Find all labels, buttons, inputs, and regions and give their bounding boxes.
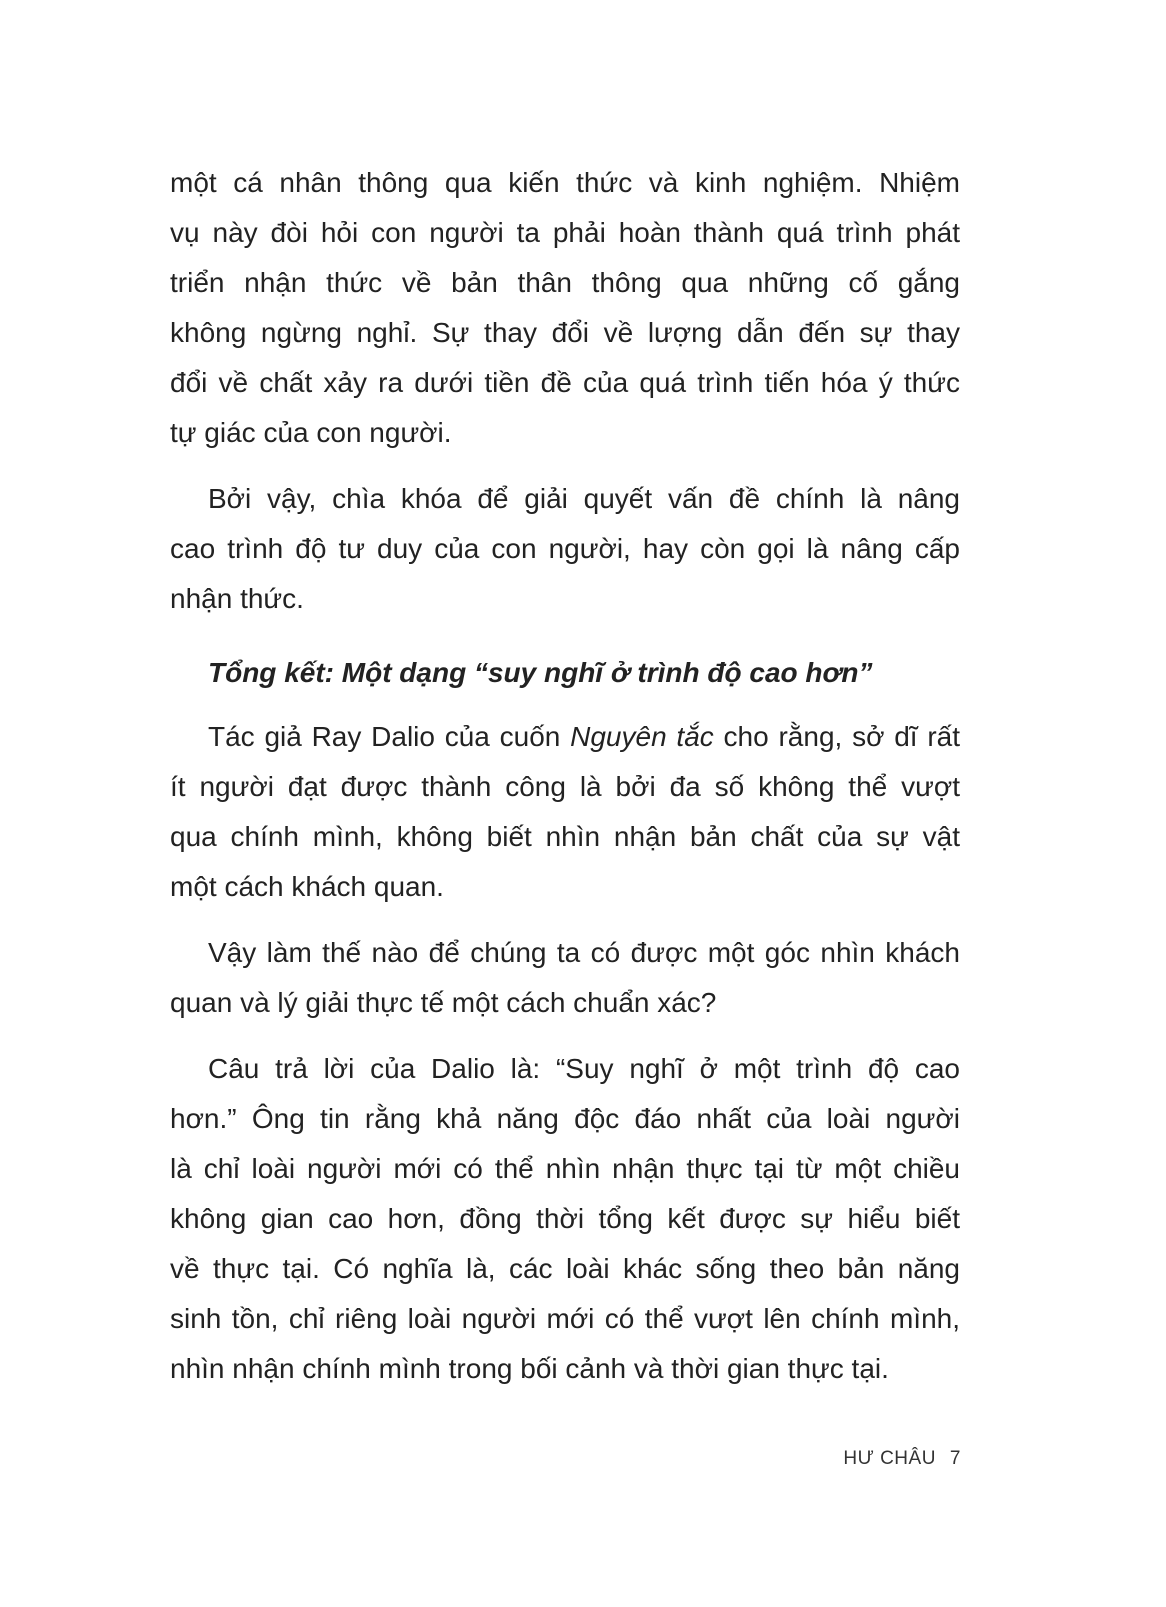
text-line: một cá nhân thông qua kiến thức và kinh nghiệm. Nhiệm xyxy=(170,167,960,198)
page-body xyxy=(170,158,960,1410)
book-title: Nguyên tắc xyxy=(570,721,714,752)
text-line: triển nhận thức về bản thân thông qua những cố gắng xyxy=(170,267,960,298)
text-line: cao trình độ tư duy của con người, hay còn gọi là nâng cấp xyxy=(170,533,960,564)
running-author: HƯ CHÂU xyxy=(843,1448,936,1469)
text-line: không gian cao hơn, đồng thời tổng kết được sự hiểu biết xyxy=(170,1203,960,1234)
text-line: đổi về chất xảy ra dưới tiền đề của quá trình tiến hóa ý thức xyxy=(170,367,960,398)
page-footer xyxy=(843,1448,961,1470)
text-segment: cho rằng, sở dĩ rất xyxy=(713,721,960,752)
text-line xyxy=(170,712,960,762)
text-line: ít người đạt được thành công là bởi đa số không thể vượt xyxy=(170,771,960,802)
text-line: vụ này đòi hỏi con người ta phải hoàn thành quá trình phát xyxy=(170,217,960,248)
text-line: hơn.” Ông tin rằng khả năng độc đáo nhất của loài người xyxy=(170,1103,960,1134)
text-line: Bởi vậy, chìa khóa để giải quyết vấn đề chính là nâng xyxy=(208,483,960,514)
paragraph-dalio xyxy=(170,712,960,912)
text-line: nhìn nhận chính mình trong bối cảnh và thời gian thực tại. xyxy=(170,1353,889,1384)
text-line: sinh tồn, chỉ riêng loài người mới có thể vượt lên chính mình, xyxy=(170,1303,960,1334)
page-number: 7 xyxy=(949,1448,961,1469)
text-line: Vậy làm thế nào để chúng ta có được một góc nhìn khách xyxy=(208,937,960,968)
text-line: nhận thức. xyxy=(170,583,304,614)
paragraph xyxy=(170,928,960,1028)
text-line: là chỉ loài người mới có thể nhìn nhận thực tại từ một chiều xyxy=(170,1153,960,1184)
text-segment: Tác giả Ray Dalio của cuốn xyxy=(208,721,571,752)
paragraph xyxy=(170,1044,960,1394)
text-line: một cách khách quan. xyxy=(170,871,444,902)
text-line: về thực tại. Có nghĩa là, các loài khác sống theo bản năng xyxy=(170,1253,960,1284)
text-line: Câu trả lời của Dalio là: “Suy nghĩ ở một trình độ cao xyxy=(208,1053,960,1084)
text-line: không ngừng nghỉ. Sự thay đổi về lượng dẫn đến sự thay xyxy=(170,317,960,348)
text-line: qua chính mình, không biết nhìn nhận bản chất của sự vật xyxy=(170,821,960,852)
section-heading: Tổng kết: Một dạng “suy nghĩ ở trình độ cao hơn” xyxy=(208,657,873,688)
paragraph xyxy=(170,474,960,624)
text-line: quan và lý giải thực tế một cách chuẩn xác? xyxy=(170,987,717,1018)
text-line: tự giác của con người. xyxy=(170,417,452,448)
paragraph xyxy=(170,158,960,458)
